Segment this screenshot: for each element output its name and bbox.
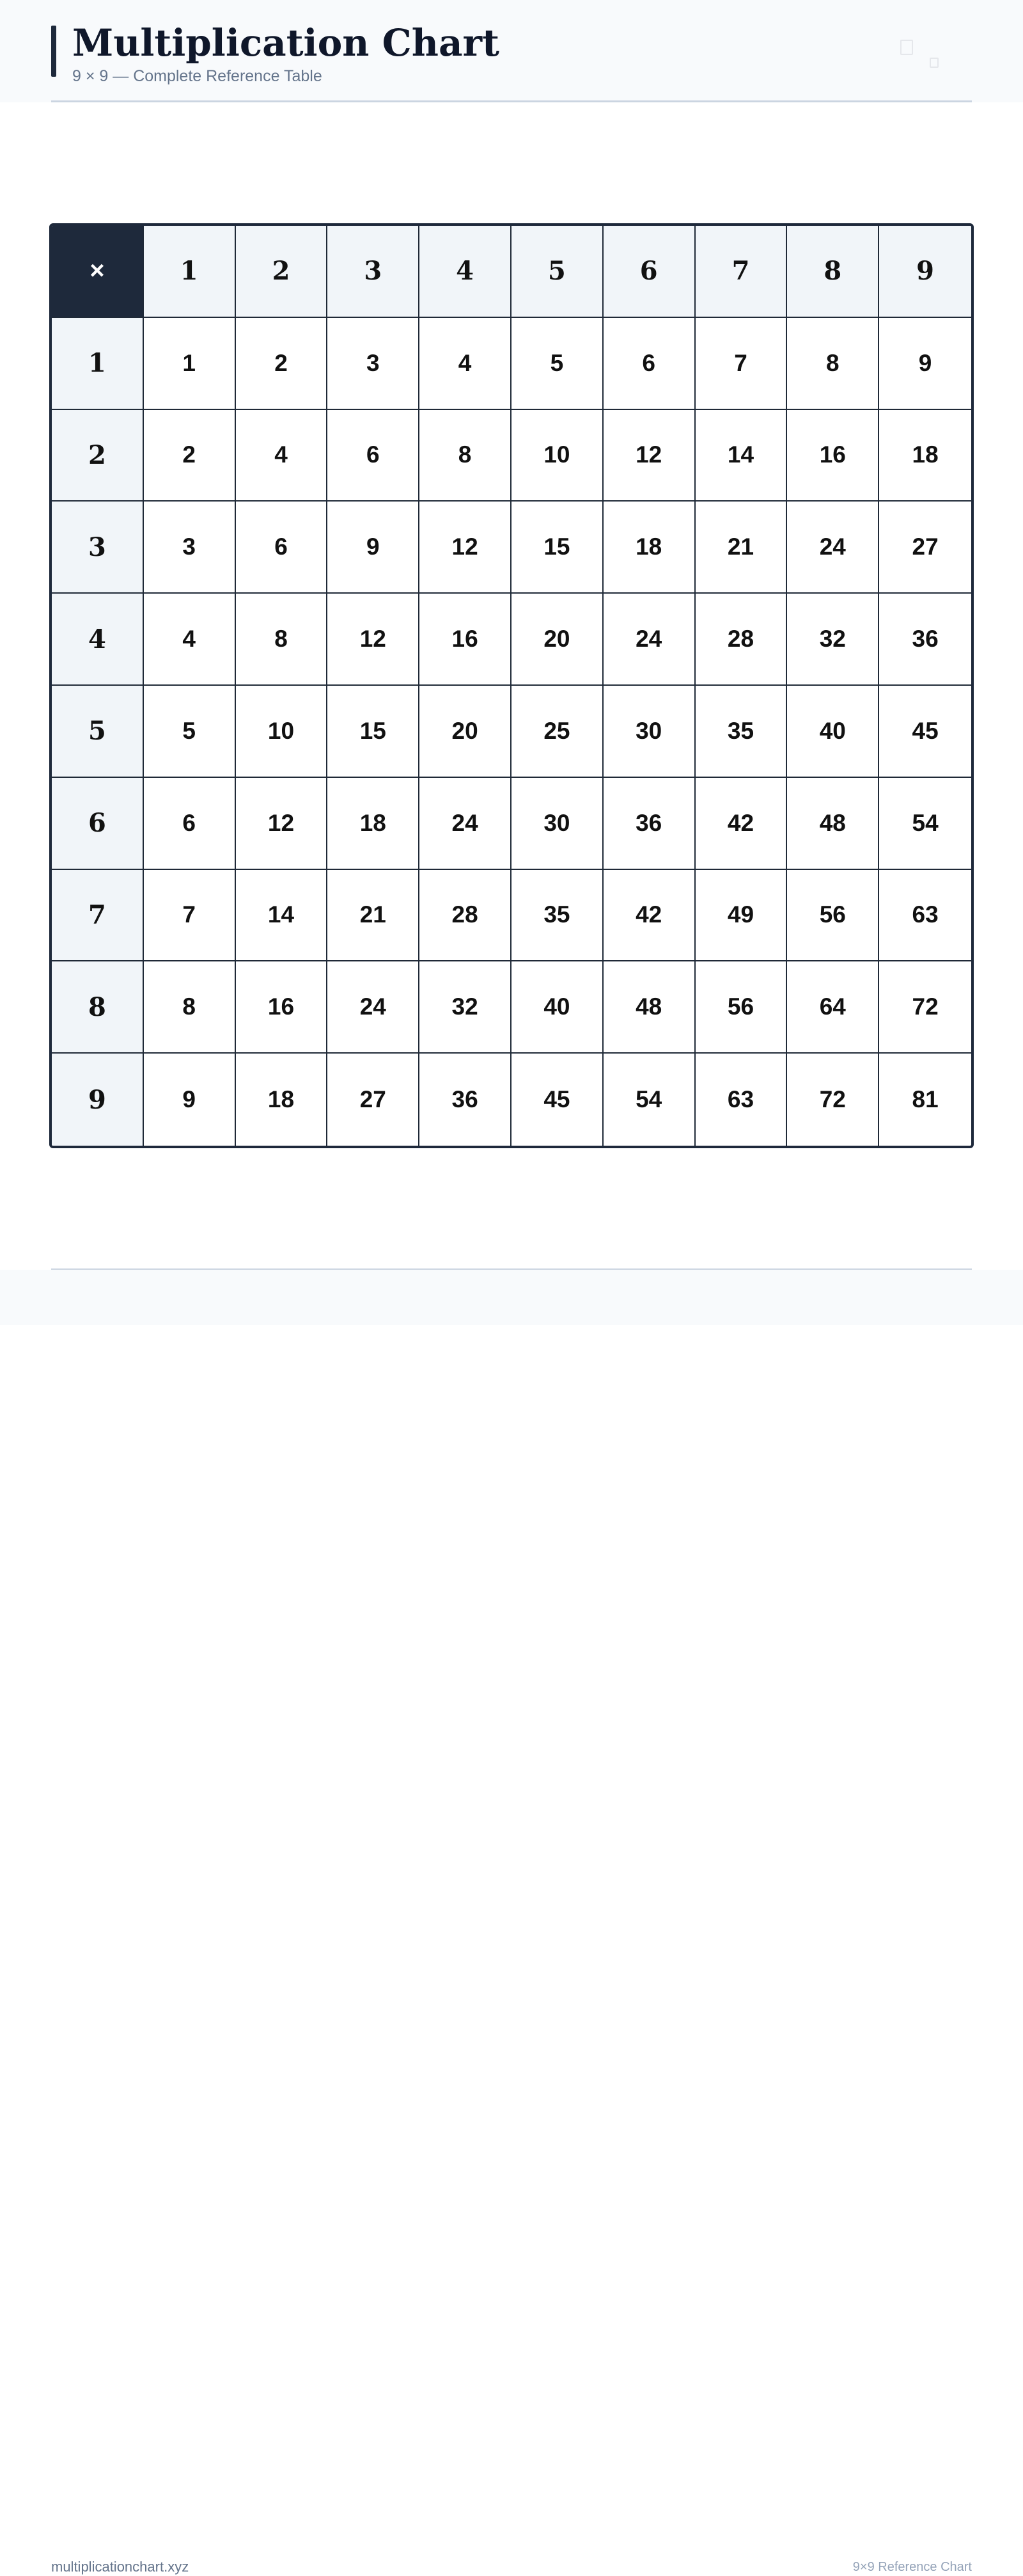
- product-cell: 36: [604, 778, 696, 870]
- product-cell: 4: [144, 594, 236, 686]
- product-cell: 48: [787, 778, 879, 870]
- product-cell: 28: [419, 870, 512, 962]
- product-cell: 5: [144, 686, 236, 778]
- footer-site-name: multiplicationchart.xyz: [51, 2559, 189, 2575]
- product-cell: 10: [512, 410, 604, 502]
- product-cell: 6: [604, 318, 696, 410]
- product-cell: 28: [696, 594, 788, 686]
- product-cell: 72: [787, 1054, 879, 1146]
- product-cell: 14: [236, 870, 328, 962]
- page-subtitle: 9 × 9 — Complete Reference Table: [72, 67, 322, 85]
- row-header: 6: [52, 778, 144, 870]
- column-header: 7: [696, 226, 788, 318]
- row-header: 8: [52, 961, 144, 1054]
- product-cell: 42: [604, 870, 696, 962]
- product-cell: 8: [144, 961, 236, 1054]
- product-cell: 56: [696, 961, 788, 1054]
- product-cell: 36: [879, 594, 971, 686]
- column-header: 4: [419, 226, 512, 318]
- product-cell: 63: [696, 1054, 788, 1146]
- product-cell: 15: [512, 502, 604, 594]
- product-cell: 64: [787, 961, 879, 1054]
- column-header: 1: [144, 226, 236, 318]
- header-divider: [51, 100, 972, 102]
- product-cell: 9: [879, 318, 971, 410]
- column-header: 2: [236, 226, 328, 318]
- product-cell: 18: [327, 778, 419, 870]
- product-cell: 12: [236, 778, 328, 870]
- product-cell: 1: [144, 318, 236, 410]
- column-header: 9: [879, 226, 971, 318]
- product-cell: 54: [879, 778, 971, 870]
- product-cell: 8: [419, 410, 512, 502]
- multiplication-table: [49, 223, 974, 1148]
- product-cell: 27: [327, 1054, 419, 1146]
- column-header: 8: [787, 226, 879, 318]
- product-cell: 4: [236, 410, 328, 502]
- product-cell: 27: [879, 502, 971, 594]
- row-header: 4: [52, 594, 144, 686]
- product-cell: 2: [144, 410, 236, 502]
- product-cell: 8: [787, 318, 879, 410]
- product-cell: 24: [787, 502, 879, 594]
- product-cell: 10: [236, 686, 328, 778]
- product-cell: 45: [879, 686, 971, 778]
- product-cell: 16: [787, 410, 879, 502]
- page-header: [0, 0, 1023, 102]
- product-cell: 40: [787, 686, 879, 778]
- product-cell: 24: [327, 961, 419, 1054]
- product-cell: 49: [696, 870, 788, 962]
- footer-chart-label: 9×9 Reference Chart: [852, 2560, 972, 2574]
- product-cell: 6: [327, 410, 419, 502]
- product-cell: 54: [604, 1054, 696, 1146]
- product-cell: 32: [787, 594, 879, 686]
- page-title: Multiplication Chart: [72, 21, 499, 65]
- product-cell: 30: [604, 686, 696, 778]
- product-cell: 4: [419, 318, 512, 410]
- row-header: 7: [52, 870, 144, 962]
- product-cell: 12: [604, 410, 696, 502]
- row-header: 5: [52, 686, 144, 778]
- product-cell: 18: [604, 502, 696, 594]
- product-cell: 2: [236, 318, 328, 410]
- product-cell: 24: [604, 594, 696, 686]
- row-header: 1: [52, 318, 144, 410]
- product-cell: 56: [787, 870, 879, 962]
- product-cell: 9: [327, 502, 419, 594]
- product-cell: 20: [419, 686, 512, 778]
- row-header: 9: [52, 1054, 144, 1146]
- product-cell: 9: [144, 1054, 236, 1146]
- product-cell: 35: [696, 686, 788, 778]
- product-cell: 8: [236, 594, 328, 686]
- product-cell: 18: [879, 410, 971, 502]
- product-cell: 16: [236, 961, 328, 1054]
- product-cell: 36: [419, 1054, 512, 1146]
- decorative-square-icon: [900, 40, 913, 55]
- product-cell: 32: [419, 961, 512, 1054]
- page-footer: [0, 1270, 1023, 2575]
- product-cell: 12: [327, 594, 419, 686]
- product-cell: 14: [696, 410, 788, 502]
- product-cell: 6: [144, 778, 236, 870]
- corner-multiply-icon: ×: [52, 226, 144, 318]
- product-cell: 24: [419, 778, 512, 870]
- product-cell: 18: [236, 1054, 328, 1146]
- product-cell: 21: [696, 502, 788, 594]
- product-cell: 20: [512, 594, 604, 686]
- product-cell: 6: [236, 502, 328, 594]
- row-header: 2: [52, 410, 144, 502]
- product-cell: 35: [512, 870, 604, 962]
- product-cell: 5: [512, 318, 604, 410]
- product-cell: 63: [879, 870, 971, 962]
- product-cell: 42: [696, 778, 788, 870]
- product-cell: 15: [327, 686, 419, 778]
- product-cell: 7: [144, 870, 236, 962]
- product-cell: 16: [419, 594, 512, 686]
- product-cell: 45: [512, 1054, 604, 1146]
- product-cell: 12: [419, 502, 512, 594]
- product-cell: 7: [696, 318, 788, 410]
- product-cell: 3: [327, 318, 419, 410]
- header-accent-bar: [51, 26, 56, 77]
- product-cell: 72: [879, 961, 971, 1054]
- column-header: 6: [604, 226, 696, 318]
- product-cell: 30: [512, 778, 604, 870]
- column-header: 5: [512, 226, 604, 318]
- product-cell: 40: [512, 961, 604, 1054]
- decorative-small-square-icon: [930, 58, 939, 68]
- product-cell: 48: [604, 961, 696, 1054]
- product-cell: 21: [327, 870, 419, 962]
- product-cell: 25: [512, 686, 604, 778]
- column-header: 3: [327, 226, 419, 318]
- product-cell: 3: [144, 502, 236, 594]
- row-header: 3: [52, 502, 144, 594]
- product-cell: 81: [912, 1086, 939, 1113]
